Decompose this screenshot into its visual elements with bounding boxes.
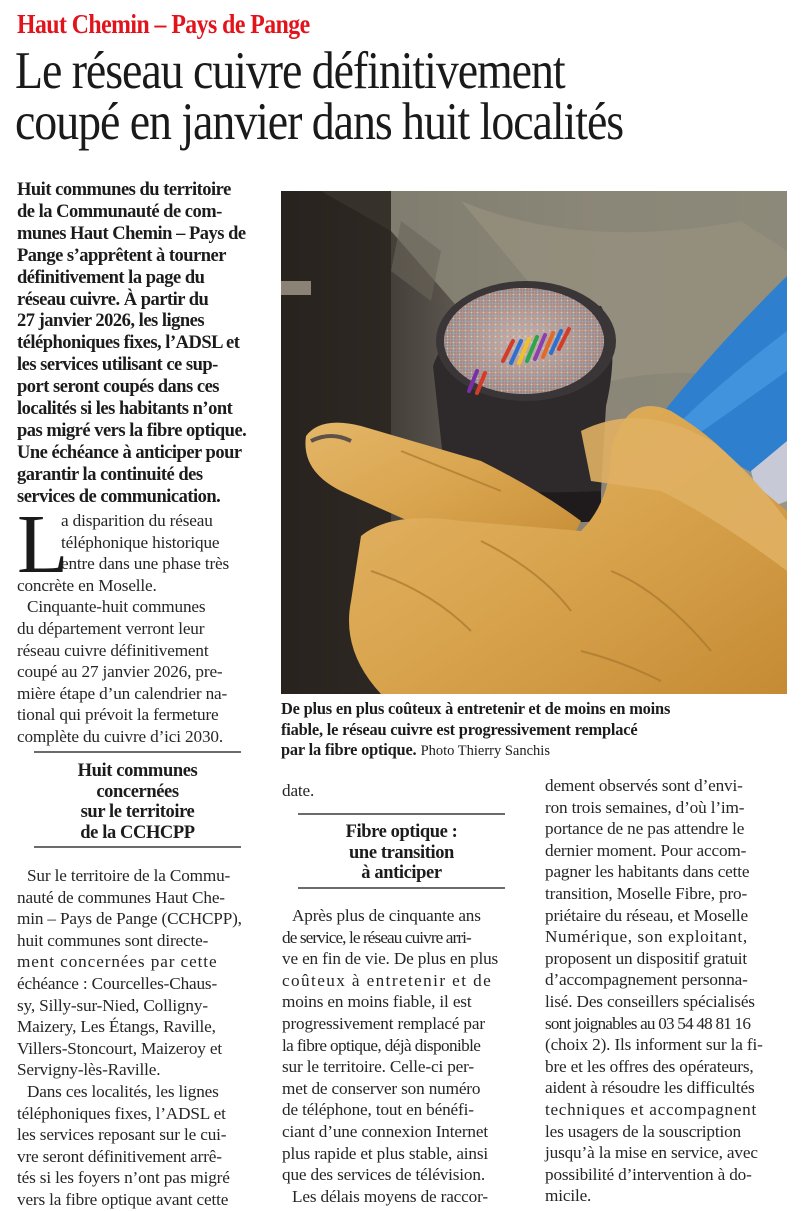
lead-line: les services utilisant ce sup- [17,355,218,376]
subhead-line: de la CCHCPP [80,822,195,843]
body-line: dernier moment. Pour accom- [545,840,747,860]
body-line: sy, Silly-sur-Nied, Colligny- [17,995,208,1015]
article-photo [281,191,787,694]
body-line: ciant d’une connexion Internet [282,1121,488,1141]
body-line: entre dans une phase très [61,554,230,574]
body-line: huit communes sont directe- [17,930,209,950]
lead-line: 27 janvier 2026, les lignes [17,311,205,332]
body-line: du département verront leur [17,618,205,638]
body-line: Villers-Stoncourt, Maizeroy et [17,1038,222,1058]
body-line: nauté de communes Haut Che- [17,887,225,907]
body-line: ron trois semaines, d’où l’im- [545,797,745,817]
lead-paragraph [17,180,275,509]
body-line: possibilité d’intervention à do- [545,1164,752,1184]
body-line: met de conserver son numéro [282,1078,481,1098]
fibre-paragraph [282,905,532,1207]
subhead-line: une transition [349,842,454,863]
body-line: que des services de télévision. [282,1165,485,1185]
body-line: bre et les offres des opérateurs, [545,1056,754,1076]
photo-caption [281,699,801,762]
body-line: tional qui prévoit la fermeture [17,705,219,725]
body-line: d’accompagnement personna- [545,970,748,990]
body-line: téléphoniques fixes, l’ADSL et [17,1103,226,1123]
body-line: pagner les habitants dans cette [545,862,750,882]
body-line: Sur le territoire de la Commu- [27,866,231,885]
body-line: vre seront définitivement arrê- [17,1146,222,1166]
drop-cap: L [17,498,69,591]
lead-line: munes Haut Chemin – Pays de [17,223,246,244]
body-line: vers la fibre optique avant cette [17,1189,229,1209]
lead-line: Pange s’apprêtent à tourner [17,245,226,266]
subhead-line: sur le territoire [80,802,195,822]
body-line: priétaire du réseau, et Moselle [545,905,748,925]
body-line: coûteux à entretenir et de [282,970,493,990]
body-line: ve en fin de vie. De plus en plus [282,949,499,969]
communes-paragraph [17,865,267,1211]
body-line: complète du cuivre d’ici 2030. [17,726,223,746]
body-line: micile. [545,1186,592,1206]
lead-line: port seront coupés dans ces [17,377,219,398]
body-line: date. [282,781,315,800]
caption-text: De plus en plus coûteux à entretenir et de moins en moins [281,699,671,718]
body-line: coupé au 27 janvier 2026, pre- [17,662,223,682]
body-line: sur le territoire. Celle-ci per- [282,1057,474,1077]
intro-paragraph [17,498,262,748]
subhead-line: à anticiper [361,863,442,883]
body-line: concrète en Moselle. [17,575,157,595]
body-line: la fibre optique, déjà disponible [282,1035,481,1055]
subhead-communes [34,761,241,843]
body-line: proposent un dispositif gratuit [545,948,748,968]
headline-line: coupé en janvier dans huit localités [15,93,624,151]
headline [15,42,794,151]
lead-line: pas migré vers la fibre optique. [17,420,247,441]
body-line: de téléphone, tout en bénéfi- [282,1100,474,1120]
lead-line: réseau cuivre. À partir du [17,289,209,310]
lead-line: définitivement la page du [17,267,205,288]
lead-line: de la Communauté de com- [17,201,222,222]
body-line: Cinquante-huit communes [27,597,206,617]
middle-carry-line [282,780,314,802]
body-line: de service, le réseau cuivre arri- [282,927,471,947]
divider-rule [298,813,505,815]
lead-line: services de communication. [17,486,221,507]
body-line: Maizery, Les Étangs, Raville, [17,1017,216,1037]
body-line: les services reposant sur le cui- [17,1125,227,1145]
lead-line: garantir la continuité des [17,464,203,485]
body-line: transition, Moselle Fibre, pro- [545,883,748,903]
cable-glove-illustration [281,191,787,694]
divider-rule [298,887,505,889]
accompaniment-paragraph [545,775,800,1207]
lead-line: localités si les habitants n’ont [17,399,233,420]
body-line: mière étape d’un calendrier na- [17,683,228,703]
section-kicker: Haut Chemin – Pays de Pange [17,9,310,39]
body-line: (choix 2). Ils informent sur la fi- [545,1035,763,1055]
body-line: portance de ne pas attendre le [545,819,745,839]
body-line: Servigny-lès-Raville. [17,1060,161,1080]
body-line: aident à résoudre les difficultés [545,1078,755,1098]
body-line: tés si les foyers n’ont pas migré [17,1168,230,1188]
lead-line: téléphoniques fixes, l’ADSL et [17,333,240,354]
body-line: jusqu’à la mise en service, avec [545,1143,758,1163]
body-line: lisé. Des conseillers spécialisés [545,991,755,1011]
body-line: Les délais moyens de raccor- [292,1186,488,1206]
photo-credit: Photo Thierry Sanchis [420,743,550,759]
body-line: progressivement remplacé par [282,1013,485,1033]
body-line: dement observés sont d’envi- [545,776,743,795]
body-line: téléphonique historique [61,532,220,552]
lead-line: Une échéance à anticiper pour [17,442,242,463]
divider-rule [34,751,241,753]
body-line: ment concernées par cette [17,952,218,972]
lead-line: Huit communes du territoire [17,180,231,200]
body-line: min – Pays de Pange (CCHCPP), [17,909,242,929]
body-line: a disparition du réseau [61,511,213,530]
divider-rule [34,846,241,848]
body-line: Numérique, son exploitant, [545,927,748,947]
body-line: échéance : Courcelles-Chaus- [17,973,218,993]
body-line: techniques et accompagnent [545,1099,757,1119]
subhead-line: Huit communes [77,761,198,781]
caption-text: fiable, le réseau cuivre est progressivement remplacé [281,719,638,739]
subhead-line: Fibre optique : [345,822,458,842]
phone-number-line: sont joignables au 03 54 48 81 16 [545,1013,751,1033]
body-line: les usagers de la souscription [545,1121,741,1141]
body-line: Dans ces localités, les lignes [27,1081,219,1101]
caption-text: par la fibre optique. [281,740,417,759]
body-line: Après plus de cinquante ans [292,906,481,925]
subhead-fibre [298,822,505,884]
body-line: moins en moins fiable, il est [282,992,472,1012]
body-line: plus rapide et plus stable, ainsi [282,1143,489,1163]
headline-line: Le réseau cuivre définitivement [15,42,565,100]
subhead-line: concernées [96,781,179,802]
body-line: réseau cuivre définitivement [17,640,209,660]
